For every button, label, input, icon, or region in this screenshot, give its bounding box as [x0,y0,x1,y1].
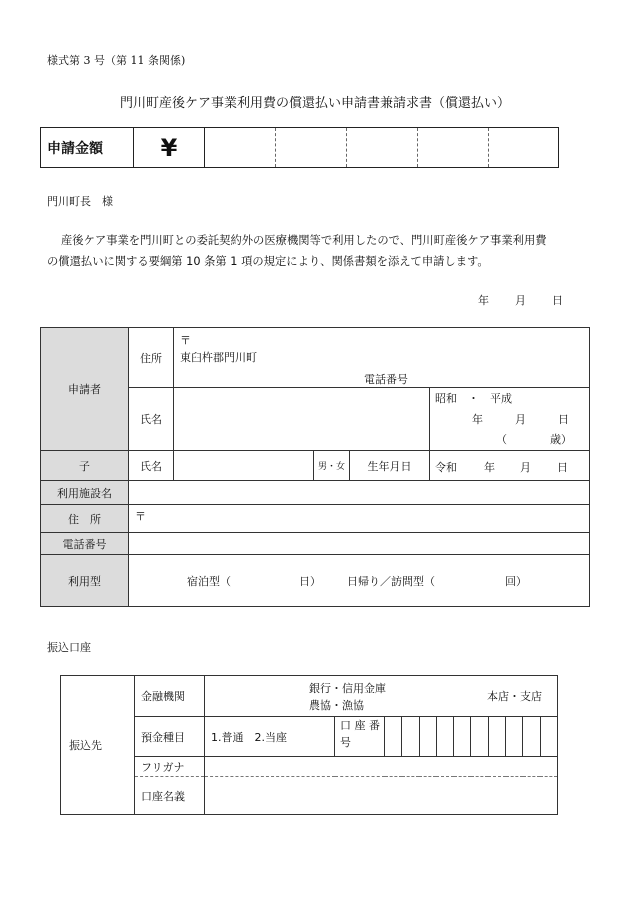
date-year: 年 [478,294,489,307]
address-label: 住所 [129,328,174,388]
child-label: 子 [41,451,129,481]
amount-table [40,127,559,168]
transfer-destination-label: 振込先 [61,676,135,815]
amount-label: 申請金額 [41,128,134,168]
account-number-label [335,717,385,757]
stay-type-unit: 日） [299,575,321,588]
child-day: 日 [557,461,568,474]
child-month: 月 [520,461,531,474]
child-era: 令和 [435,461,457,474]
date-day: 日 [552,294,563,307]
amount-digit-cell[interactable] [347,128,418,168]
child-birthdate-field[interactable] [430,451,590,481]
bank-account-table [60,675,558,815]
amount-digit-cell[interactable] [418,128,489,168]
child-name-field[interactable] [174,451,314,481]
account-holder-field[interactable] [205,777,558,815]
account-holder-label: 口座名義 [135,777,205,815]
amount-digit-cell[interactable] [489,128,559,168]
account-digit-cell[interactable] [436,717,453,757]
account-digit-cell[interactable] [540,717,557,757]
child-birthdate-label: 生年月日 [350,451,430,481]
facility-name-field[interactable] [129,481,590,505]
branch-options: 本店・支店 [487,690,542,703]
facility-postal-mark: 〒 [135,510,146,523]
page-title: 門川町産後ケア事業利用費の償還払い申請書兼請求書（償還払い） [119,96,510,111]
deposit-type-label: 預金種目 [135,717,205,757]
facility-phone-label: 電話番号 [41,533,129,555]
era-options: 昭和 ・ 平成 [435,392,512,405]
phone-label: 電話番号 [364,373,408,386]
body-text-line-1: 産後ケア事業を門川町との委託契約外の医療機関等で利用したので、門川町産後ケア事業利用費 [61,234,547,247]
account-digit-cell[interactable] [523,717,540,757]
account-digit-cell[interactable] [385,717,402,757]
account-digit-cell[interactable] [402,717,419,757]
institution-field[interactable] [205,676,558,717]
bank-section-label: 振込口座 [47,641,91,654]
yen-symbol: ¥ [134,128,205,168]
day-type-unit: 回） [505,575,527,588]
amount-digit-cell[interactable] [205,128,276,168]
age-close: 歳） [550,433,572,446]
facility-address-field[interactable] [129,505,590,533]
account-digit-cell[interactable] [419,717,436,757]
account-digit-cell[interactable] [506,717,523,757]
usage-type-field[interactable] [129,555,590,607]
facility-phone-field[interactable] [129,533,590,555]
form-number: 様式第 3 号（第 11 条関係) [47,54,186,67]
name-label: 氏名 [129,388,174,451]
account-number-label-line1: 口 座 番 [340,719,380,732]
applicant-table [40,327,590,607]
birth-year: 年 [472,413,483,426]
date-month: 月 [515,294,526,307]
account-number-label-line2: 号 [340,736,351,749]
furigana-label: フリガナ [135,757,205,777]
account-digit-cell[interactable] [471,717,488,757]
account-digit-cell[interactable] [454,717,471,757]
institution-types-1: 銀行・信用金庫 [309,682,386,695]
age-open: （ [496,433,507,446]
stay-type-label: 宿泊型（ [187,575,231,588]
applicant-birthdate-field[interactable] [430,388,590,451]
furigana-field[interactable] [205,757,558,777]
address-value: 東臼杵郡門川町 [180,351,257,364]
applicant-name-field[interactable] [174,388,430,451]
institution-types-2: 農協・漁協 [309,699,364,712]
address-field[interactable] [174,328,590,388]
child-year: 年 [484,461,495,474]
facility-name-label: 利用施設名 [41,481,129,505]
amount-digit-cell[interactable] [276,128,347,168]
applicant-section-label: 申請者 [41,328,129,451]
child-name-label: 氏名 [129,451,174,481]
day-type-label: 日帰り／訪問型（ [347,575,435,588]
birth-month: 月 [515,413,526,426]
postal-mark: 〒 [180,334,191,347]
body-text-line-2: の償還払いに関する要綱第 10 条第 1 項の規定により、関係書類を添えて申請します。 [47,255,489,268]
addressee: 門川町長 様 [47,195,113,208]
institution-label: 金融機関 [135,676,205,717]
facility-address-label: 住 所 [41,505,129,533]
usage-type-label: 利用型 [41,555,129,607]
deposit-type-options[interactable]: 1.普通 2.当座 [205,717,335,757]
child-sex-options[interactable]: 男・女 [314,451,350,481]
account-digit-cell[interactable] [488,717,505,757]
birth-day: 日 [558,413,569,426]
